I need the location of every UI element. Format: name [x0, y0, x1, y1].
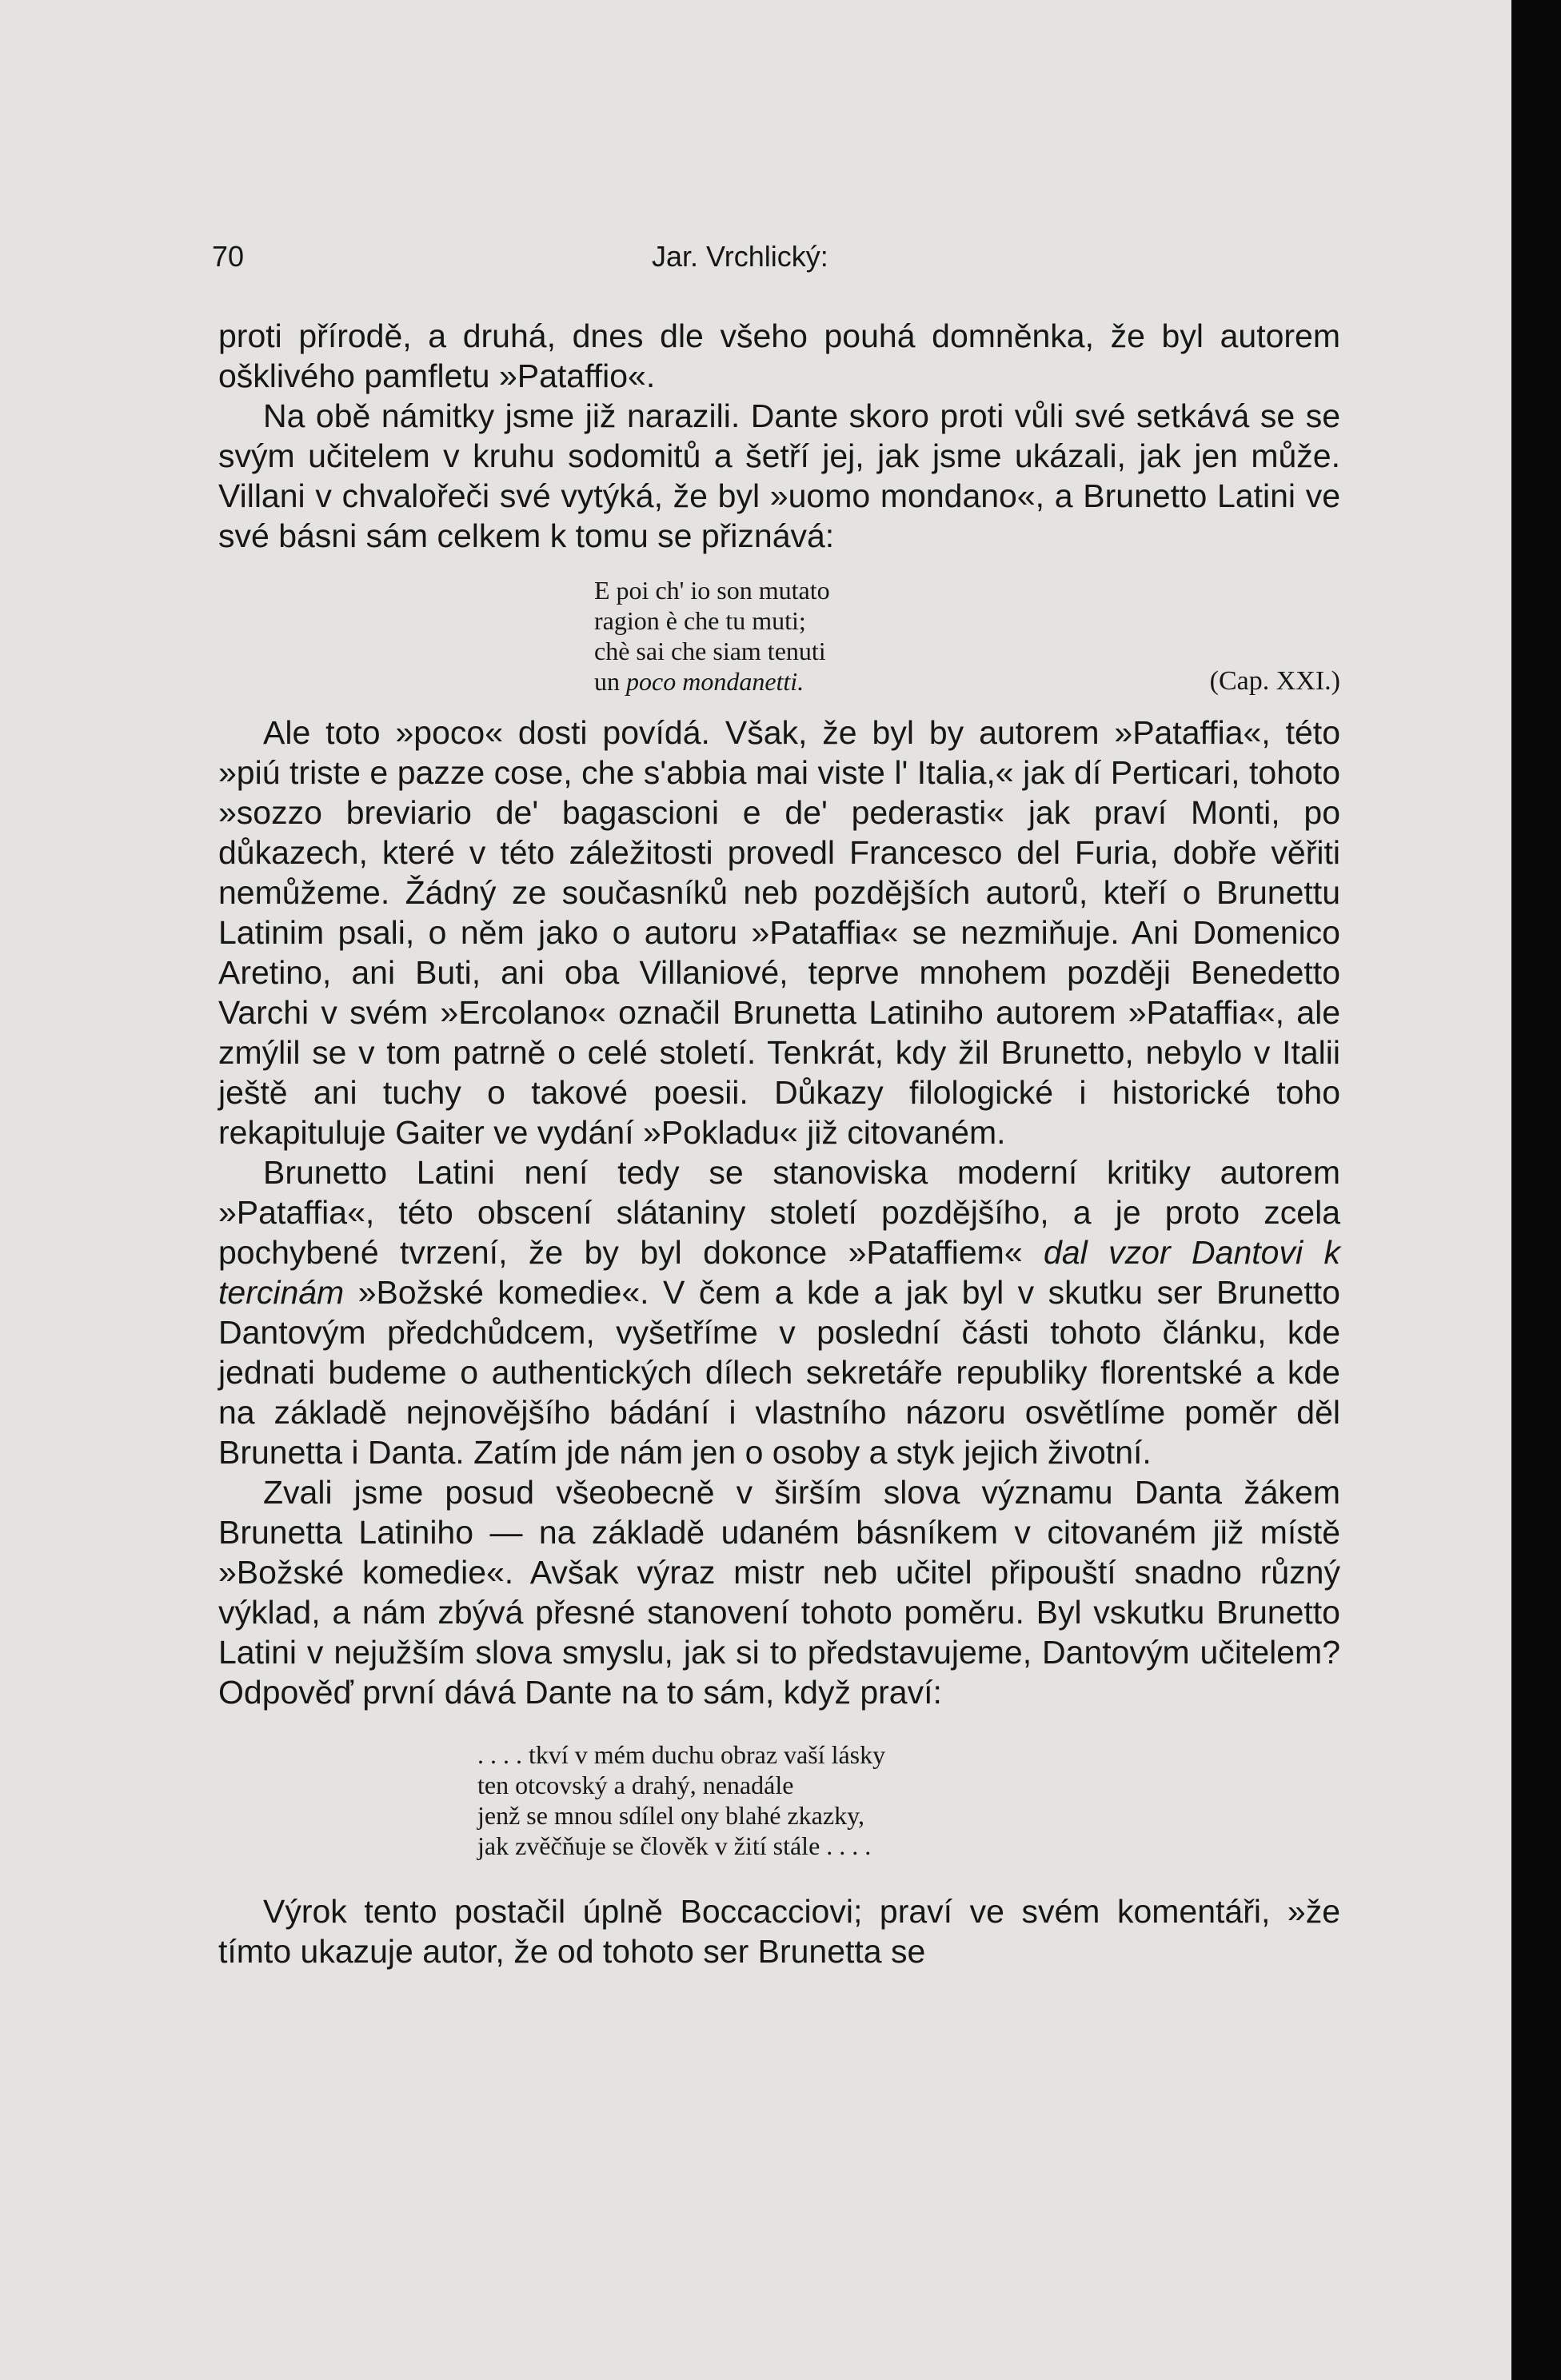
paragraph-4-italic: dal vzor Dantovi k tercinám — [218, 1234, 1340, 1311]
verse-quote-czech — [477, 1739, 1340, 1861]
verse-line: ten otcovský a drahý, nenadále — [477, 1771, 794, 1799]
verse-line: . . . . tkví v mém duchu obraz vaší lásky — [477, 1740, 886, 1769]
paragraph-1: proti přírodě, a druhá, dnes dle všeho pouhá domněnka, že byl autorem ošklivého pamfletu »Pataffio«. — [218, 317, 1340, 394]
verse-line-last-start: un — [594, 667, 620, 696]
verse-line: chè sai che siam tenuti — [594, 637, 826, 665]
paragraph-5: Zvali jsme posud všeobecně v širším slova významu Danta žákem Brunetta Latiniho — na základě udaném básníkem v citovaném již místě »Božské komedie«. Avšak výraz mistr neb učitel připouští snadno různý výklad, a nám zbývá přesné stanovení tohoto poměru. Byl vskutku Brunetto Latini v nejužším slova smyslu, jak si to představujeme, Dantovým učitelem? Odpověď první dává Dante na to sám, když praví: — [218, 1474, 1340, 1711]
quote-source: (Cap. XXI.) — [1209, 666, 1340, 696]
running-head — [212, 240, 1331, 288]
verse-line: jak zvěčňuje se člověk v žití stále . . . . — [477, 1831, 872, 1860]
verse-line-last-italic: poco mondanetti. — [626, 667, 804, 696]
paragraph-4-start: Brunetto Latini není tedy se stanoviska moderní kritiky autorem »Pataffia«, této obscení slátaniny století pozdějšího, a je proto zcela pochybené tvrzení, že by byl dokonce »Pataffiem« — [218, 1154, 1340, 1271]
paragraph-2: Na obě námitky jsme již narazili. Dante skoro proti vůli své setkává se se svým učitelem v kruhu sodomitů a šetří jej, jak jsme ukázali, jak jen může. Villani v chvalořeči své vytýká, že byl »uomo mondano«, a Brunetto Latini ve své básni sám celkem k tomu se přiznává: — [218, 397, 1340, 554]
page-number: 70 — [212, 240, 245, 273]
paragraph-6: Výrok tento postačil úplně Boccacciovi; praví ve svém komentáři, »že tímto ukazuje autor, že od tohoto ser Brunetta se — [218, 1893, 1340, 1970]
text-block — [218, 316, 1340, 1971]
verse-line: E poi ch' io son mutato — [594, 576, 830, 605]
running-title: Jar. Vrchlický: — [652, 240, 828, 273]
paragraph-3: Ale toto »poco« dosti povídá. Však, že byl by autorem »Pataffia«, této »piú triste e pazze cose, che s'abbia mai viste l' Italia,« jak dí Perticari, tohoto »sozzo breviario de' bagascioni e de' pederasti« jak praví Monti, po důkazech, které v této záležitosti provedl Francesco del Furia, dobře věřiti nemůžeme. Žádný ze současníků neb pozdějších autorů, kteří o Brunettu Latinim psali, o něm jako o autoru »Pataffia« se nezmiňuje. Ani Domenico Aretino, ani Buti, ani oba Villaniové, teprve mnohem později Benedetto Varchi v svém »Ercolano« označil Brunetta Latiniho autorem »Pataffia«, ale zmýlil se v tom patrně o celé století. Tenkrát, kdy žil Brunetto, nebylo v Italii ještě ani tuchy o takové poesii. Důkazy filologické i historické toho rekapituluje Gaiter ve vydání »Pokladu« již citovaném. — [218, 714, 1340, 1151]
verse-quote-italian — [594, 575, 1340, 697]
paragraph-4 — [218, 1152, 1340, 1472]
scan-dark-edge — [1511, 0, 1561, 2380]
verse-line: ragion è che tu muti; — [594, 606, 806, 635]
paragraph-4-end: »Božské komedie«. V čem a kde a jak byl v skutku ser Brunetto Dantovým předchůdcem, vyšetříme v poslední části tohoto článku, kde jednati budeme o authentických dílech sekretáře republiky florentské a kde na základě nejnovějšího bádání i vlastního názoru osvětlíme poměr děl Brunetta i Danta. Zatím jde nám jen o osoby a styk jejich životní. — [218, 1274, 1340, 1471]
verse-line: jenž se mnou sdílel ony blahé zkazky, — [477, 1801, 864, 1830]
